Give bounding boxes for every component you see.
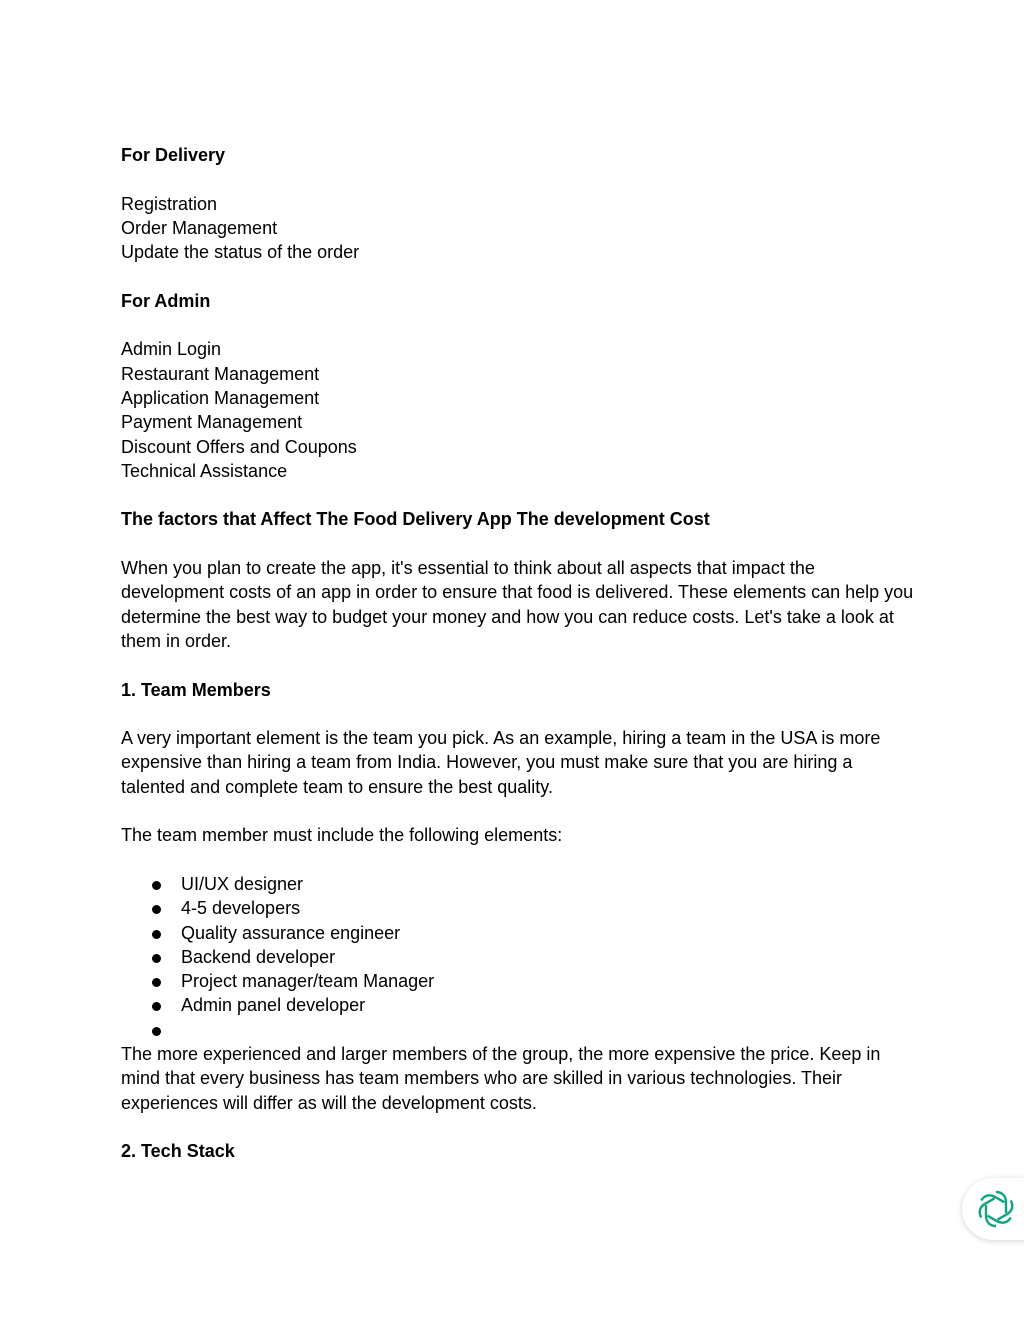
list-item-text: Quality assurance engineer xyxy=(181,922,401,943)
bullet-icon xyxy=(152,978,161,987)
list-item-text: 4-5 developers xyxy=(181,898,301,919)
list-item xyxy=(121,896,921,920)
team-members-heading: 1. Team Members xyxy=(121,679,271,700)
list-item xyxy=(121,921,921,945)
list-item xyxy=(121,872,921,896)
admin-item: Application Management xyxy=(121,387,320,408)
delivery-item: Update the status of the order xyxy=(121,242,360,263)
admin-item: Discount Offers and Coupons xyxy=(121,436,357,457)
team-intro-paragraph: The team member must include the following elements: xyxy=(121,825,563,846)
bullet-icon xyxy=(152,1002,161,1011)
delivery-item: Order Management xyxy=(121,217,278,238)
document-body xyxy=(121,143,921,1163)
team-bullet-list xyxy=(121,872,921,1042)
admin-item: Restaurant Management xyxy=(121,363,320,384)
team-cost-paragraph: The more experienced and larger members of the group, the more expensive the price. Keep in mind that every business has team members who are skilled in various technologies. Their experiences will differ as will the development costs. xyxy=(121,1043,881,1113)
bullet-icon xyxy=(152,1027,161,1036)
factors-heading: The factors that Affect The Food Delivery App The development Cost xyxy=(121,509,710,530)
list-item xyxy=(121,969,921,993)
list-item xyxy=(121,945,921,969)
list-item-text: UI/UX designer xyxy=(181,873,304,894)
admin-item: Technical Assistance xyxy=(121,460,288,481)
openai-logo-icon xyxy=(975,1188,1017,1230)
bullet-icon xyxy=(152,954,161,963)
factors-paragraph: When you plan to create the app, it's essential to think about all aspects that impact the development costs of an app in order to ensure that food is delivered. These elements can help you determine the best way to budget your money and how you can reduce costs. Let's take a look at them in order. xyxy=(121,558,914,651)
delivery-heading: For Delivery xyxy=(121,145,226,165)
assistant-button[interactable] xyxy=(962,1178,1024,1240)
delivery-item: Registration xyxy=(121,193,218,214)
list-item xyxy=(121,993,921,1017)
bullet-icon xyxy=(152,881,161,890)
admin-item: Payment Management xyxy=(121,412,303,433)
bullet-icon xyxy=(152,905,161,914)
team-paragraph: A very important element is the team you pick. As an example, hiring a team in the USA is more expensive than hiring a team from India. However, you must make sure that you are hiring a talented and complete team to ensure the best quality. xyxy=(121,728,881,797)
list-item-text: Backend developer xyxy=(181,946,336,967)
admin-item: Admin Login xyxy=(121,339,222,360)
list-item-text: Admin panel developer xyxy=(181,995,366,1016)
tech-stack-heading: 2. Tech Stack xyxy=(121,1141,235,1162)
bullet-icon xyxy=(152,930,161,939)
list-item-text: Project manager/team Manager xyxy=(181,971,435,992)
admin-heading: For Admin xyxy=(121,290,211,311)
list-item xyxy=(121,1018,921,1042)
